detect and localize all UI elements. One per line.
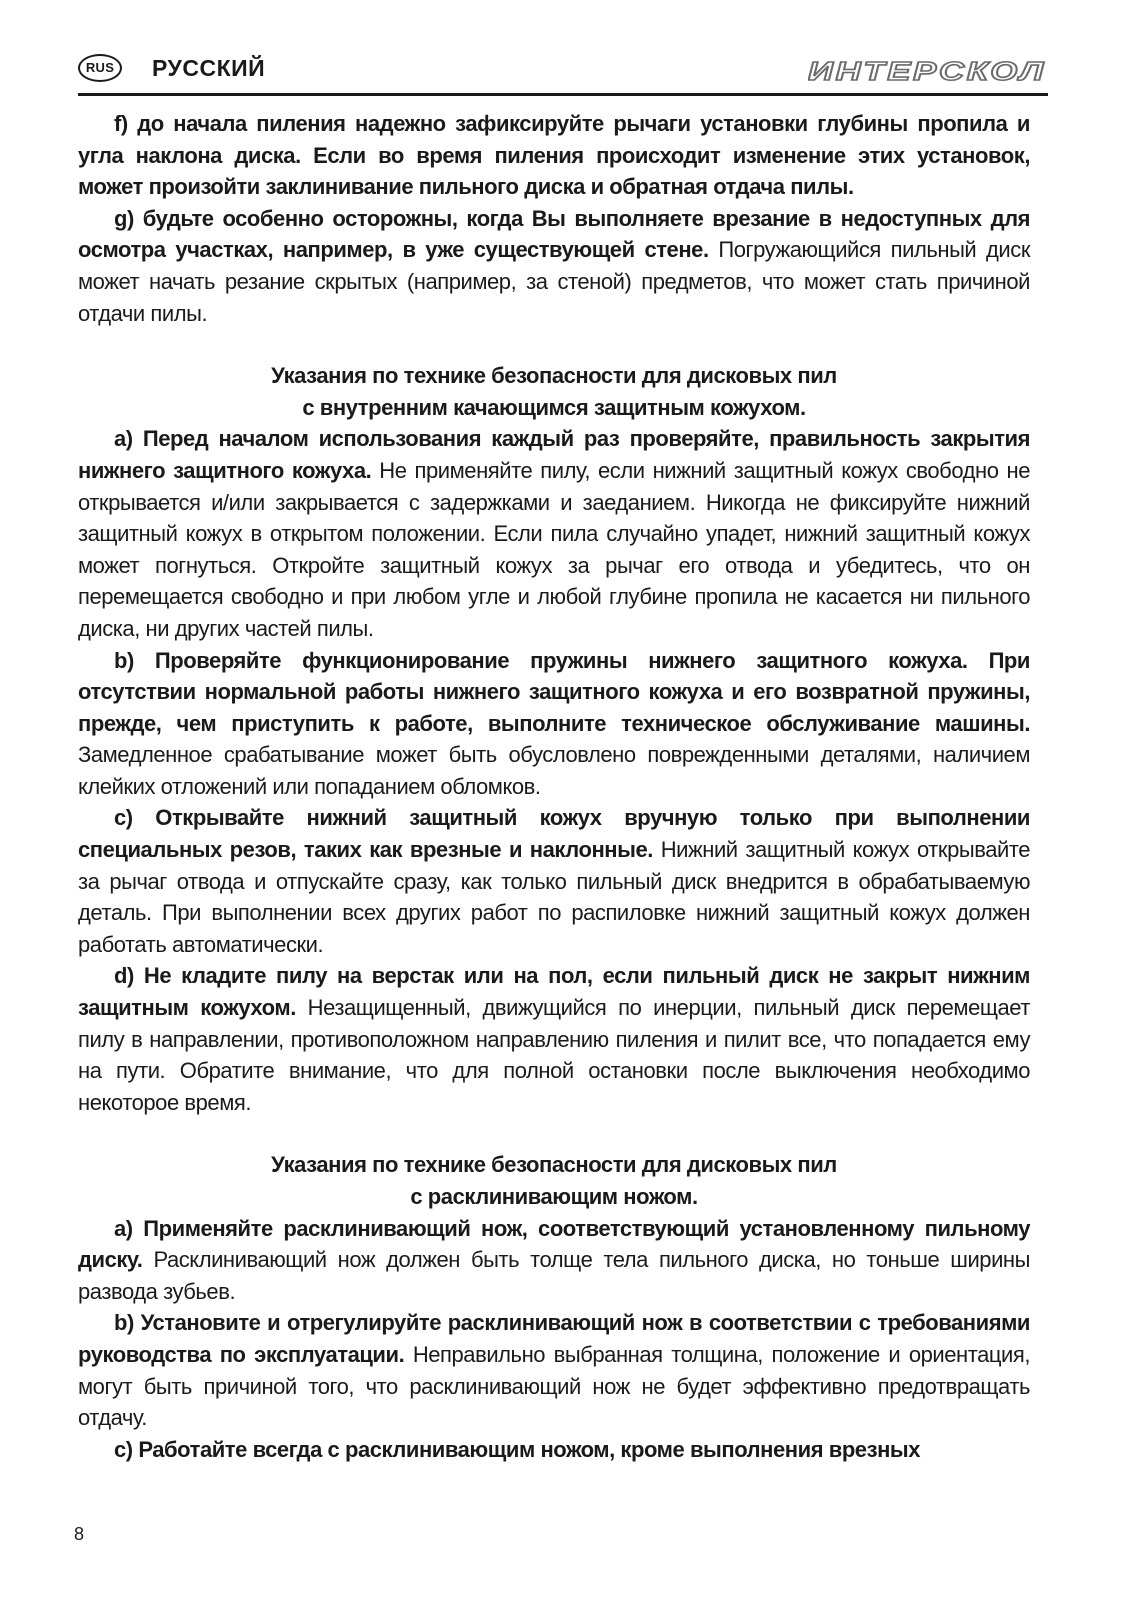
section-title-riving-knife [78,1149,1030,1212]
section-gap [78,1118,1030,1149]
page-number: 8 [74,1524,85,1544]
section-title-guard-line1: Указания по технике безопасности для дисковых пил [271,363,837,389]
paragraph-guard-c-bold: c) Открывайте нижний защитный кожух вручную только при выполнении специальных резов, таких как врезные и наклонные. [78,805,1030,863]
paragraph-f [78,108,1030,203]
section-title-guard [78,360,1030,423]
paragraph-knife-c-bold: c) Работайте всегда с расклинивающим ножом, кроме выполнения врезных [114,1436,921,1462]
paragraph-guard-a-bold: a) Перед началом использования каждый раз проверяйте, правильность закрытия нижнего защитного кожуха. [78,426,1030,483]
paragraph-knife-b-bold: b) Установите и отрегулируйте расклинивающий нож в соответствии с требованиями руководства по эксплуатации. [78,1310,1030,1367]
paragraph-knife-c [78,1434,1030,1466]
paragraph-guard-d-bold: d) Не кладите пилу на верстак или на пол, если пильный диск не закрыт нижним защитным кожухом. [78,963,1030,1021]
paragraph-knife-b-text: Неправильно выбранная толщина, положение и ориентация, могут быть причиной того, что расклинивающий нож не будет эффективно предотвращать отдачу. [78,1341,1030,1431]
paragraph-knife-b [78,1307,1030,1433]
paragraph-guard-a-text: Не применяйте пилу, если нижний защитный кожух свободно не открывается и/или закрывается с задержками и заеданием. Никогда не фиксируйте нижний защитный кожух в открытом положении. Если пила случайно упадет, нижний защитный кожух может погнуться. Откройте защитный кожух за рычаг его отвода и убедитесь, что он перемещается свободно и при любом угле и любой глубине пропила не касается ни пильного диска, ни других частей пилы. [78,457,1030,641]
document-body [78,108,1030,1465]
language-title: РУССКИЙ [152,55,266,81]
paragraph-guard-a [78,423,1030,644]
header-rule [78,93,1048,96]
paragraph-guard-c-text: Нижний защитный кожух открывайте за рычаг отвода и отпускайте сразу, как только пильный диск внедрится в обрабатываемую деталь. При выполнении всех других работ по распиловке нижний защитный кожух должен работать автоматически. [78,837,1030,957]
brand-logo [808,56,1048,84]
paragraph-guard-b-text: Замедленное срабатывание может быть обусловлено поврежденными деталями, наличием клейких отложений или попаданием обломков. [78,742,1030,799]
paragraph-g [78,203,1030,329]
paragraph-guard-d [78,960,1030,1118]
paragraph-knife-a-bold: a) Применяйте расклинивающий нож, соответствующий установленному пильному диску. [78,1215,1030,1273]
paragraph-guard-b-bold: b) Проверяйте функционирование пружины нижнего защитного кожуха. При отсутствии нормальной работы нижнего защитного кожуха и его возвратной пружины, прежде, чем приступить к работе, выполните техническое обслуживание машины. [78,647,1030,736]
section-title-riving-knife-line1: Указания по технике безопасности для дисковых пил [271,1152,837,1178]
paragraph-knife-a [78,1213,1030,1308]
page-header [78,52,1048,92]
paragraph-guard-b [78,645,1030,803]
paragraph-knife-a-text: Расклинивающий нож должен быть толще тела пильного диска, но тоньше ширины развода зубьев. [78,1247,1030,1304]
paragraph-guard-d-text: Незащищенный, движущийся по инерции, пильный диск перемещает пилу в направлении, противоположном направлению пиления и пилит все, что попадается ему на пути. Обратите внимание, что для полной остановки после выключения необходимо некоторое время. [78,995,1030,1115]
language-badge: RUS [78,54,122,82]
paragraph-guard-c [78,802,1030,960]
paragraph-g-text: Погружающийся пильный диск может начать резание скрытых (например, за стеной) предметов, что может стать причиной отдачи пилы. [78,237,1030,326]
section-gap [78,329,1030,360]
paragraph-f-bold: f) до начала пиления надежно зафиксируйте рычаги установки глубины пропила и угла наклона диска. Если во время пиления происходит изменение этих установок, может произойти заклинивание пильного диска и обратная отдача пилы. [78,111,1030,200]
section-title-riving-knife-line2: с расклинивающим ножом. [410,1184,698,1209]
section-title-guard-line2: с внутренним качающимся защитным кожухом. [302,394,806,420]
paragraph-g-bold: g) будьте особенно осторожны, когда Вы выполняете врезание в недоступных для осмотра участках, например, в уже существующей стене. [78,205,1030,263]
brand-logo-text: ИНТЕРСКОЛ [808,56,1046,84]
